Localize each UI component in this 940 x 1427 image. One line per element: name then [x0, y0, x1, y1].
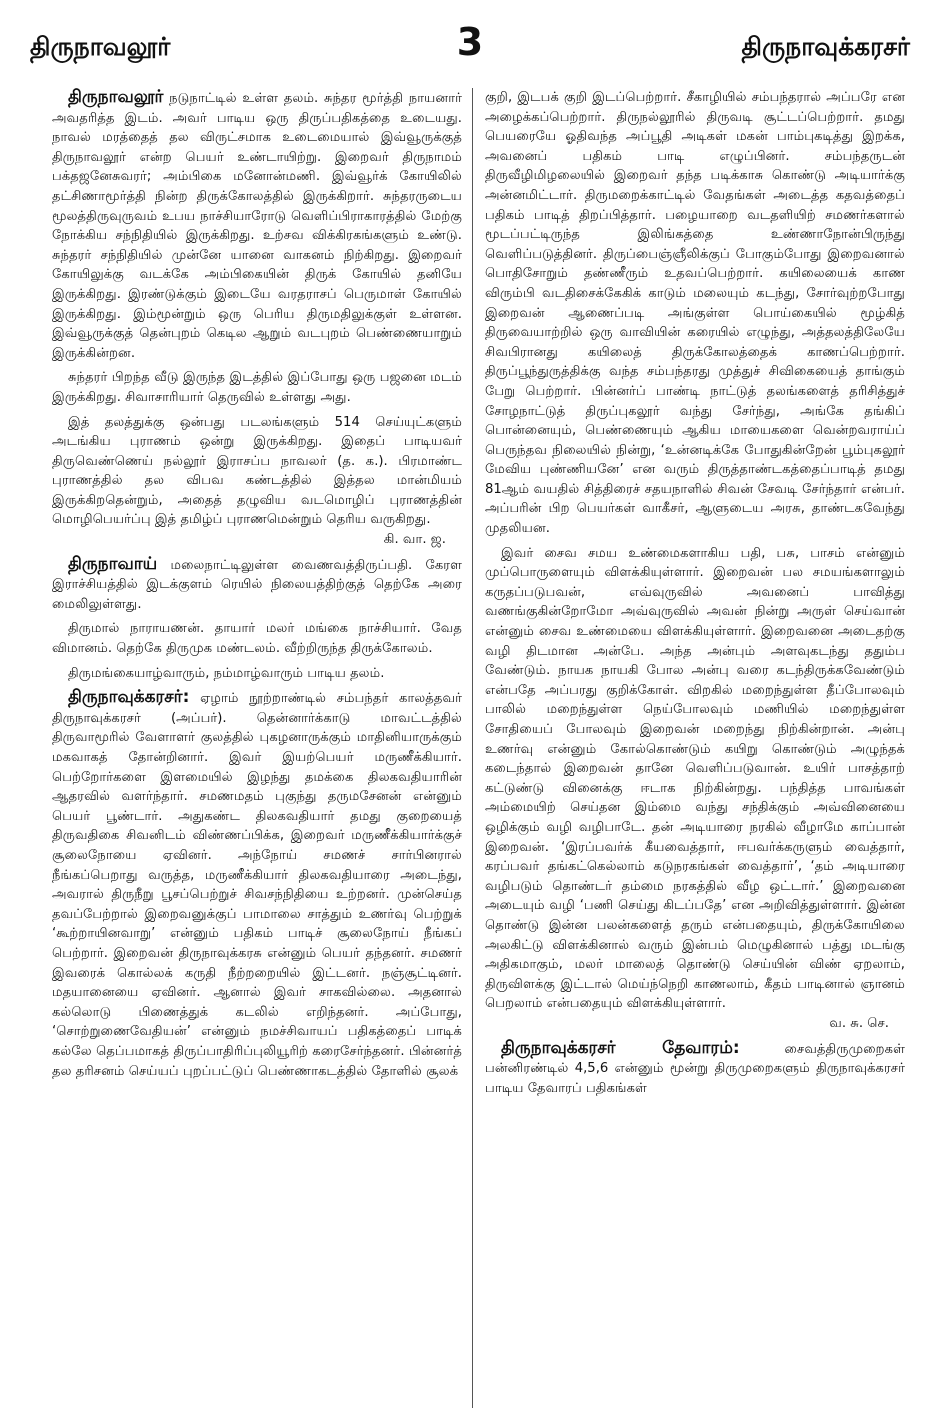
page-number: 3 — [456, 20, 484, 64]
entry-thirunavalur — [52, 88, 462, 363]
entry-thirunavukkarasar — [52, 688, 462, 1081]
entry-thirunavai — [52, 555, 462, 615]
column-divider — [472, 88, 473, 1408]
author-signature: வ. சு. செ. — [829, 1015, 889, 1031]
entry-text: சைவத்திருமுறைகள் பன்னிரண்டில் 4,5,6 என்னும் மூன்று திருமுறைகளும் திருநாவுக்கரசர் பாடிய தேவாரப் பதிகங்கள் — [485, 1041, 905, 1096]
entry-paragraph — [485, 544, 905, 1034]
entry-text: இவர் சைவ சமய உண்மைகளாகிய பதி, பசு, பாசம் என்னும் முப்பொருளையும் விளக்கியுள்ளார். இறைவன் பல சமயங்களாலும் கருதப்படுபவன், எவ்வுருவில் அவனைப் பாவித்து வணங்குகின்றோமோ அவ்வுருவில் அவன் நின்று அருள் செய்வான் என்னும் சைவ உண்மையை விளக்கியுள்ளார். இறைவனை அடைதற்கு வழி திடமான அன்பே. அந்த அன்பும் அளவுகடந்து ததும்ப வேண்டும். நாயக நாயகி போல அன்பு வரை கடந்திருக்கவேண்டும் என்பதே அப்பரது குறிக்கோள். விறகில் மறைந்துள்ள தீப்போலவும் பாலில் மறைந்துள்ள நெய்போலவும் மணியில் மறைந்துள்ள சோதியைப் போலவும் இறைவன் மறைந்து நிற்கின்றான். அன்பு உணர்வு என்னும் கோல்கொண்டும் கயிறு கொண்டும் அழுந்தக் கடைந்தால் இறைவன் தானே வெளிப்படுவான். உயிர் பாசத்தாற் கட்டுண்டு வினைக்கு ஈடாக நிற்கின்றது. பந்தித்த பாவங்கள் அம்மையிற் செய்தன இம்மை வந்து சந்திக்கும் அவ்வினையை ஒழிக்கும் வழி வழிபாடே. தன் அடியாரை நரகில் வீழாமே காப்பான் இறைவன். ‘இரப்பவர்க் கீயவைத்தார், ஈபவர்க்கருளும் வைத்தார், கரப்பவர் தங்கட்கெல்லாம் கடுநரகங்கள் வைத்தார்’, ‘தம் அடியாரை வழிபடும் தொண்டர் தம்மை நரகத்தில் வீழ ஒட்டார்.’ இறைவனை அடையும் வழி ‘பணி செய்து கிடப்பதே’ என அறிவித்துள்ளார். இன்ன தொண்டு இன்ன பலன்களைத் தரும் என்பதையும், திருக்கோயிலை அலகிட்டு விளக்கினால் வரும் இன்பம் மெழுகினால் பத்து மடங்கு அதிகமாகும், மலர் மாலைத் தொண்டு செய்யின் விண் ஏறலாம், திருவிளக்கு இட்டால் மெய்ந்நெறி காணலாம், கீதம் பாடினால் ஞானம் பெறலாம் என்பதையும் விளக்கியுள்ளார். — [485, 545, 905, 1012]
entry-text: மலைநாட்டிலுள்ள வைணவத்திருப்பதி. கேரள இராச்சியத்தில் இடக்குளம் ரெயில் நிலையத்திற்குத் தெற்கே அரை மைலிலுள்ளது. — [52, 557, 462, 612]
running-head-right: திருநாவுக்கரசர் — [741, 32, 910, 61]
entry-text: நடுநாட்டில் உள்ள தலம். சுந்தர மூர்த்தி நாயனார் அவதரித்த இடம். அவர் பாடிய ஒரு திருப்பதிகத்தை உடையது. நாவல் மரத்தைத் தல விருட்சமாக உடைமையால் இவ்வூருக்குத் திருநாவலூர் என்ற பெயர் உண்டாயிற்று. இறைவர் திருநாமம் பக்தஜனேசுவரர்; அம்பிகை மனோன்மணி. இவ்வூர்க் கோயிலில் தட்சிணாமூர்த்தி நின்ற திருக்கோலத்தில் இருக்கிறார். சுந்தரருடைய மூலத்திருவுருவம் உபய நாச்சியாரோடு வெளிப்பிராகாரத்தில் மேற்கு நோக்கிய சந்நிதியில் இருக்கிறது. உற்சவ விக்கிரகங்களும் உண்டு. சுந்தரர் சந்நிதியில் முன்னே யானை வாகனம் நிற்கிறது. இறைவர் கோயிலுக்கு வடக்கே அம்பிகையின் திருக் கோயில் தனியே இருக்கிறது. இரண்டுக்கும் இடையே வரதராசப் பெருமாள் கோயில் இருக்கிறது. இம்மூன்றும் ஒரு பெரிய திருமதிலுக்குள் உள்ளன. இவ்வூருக்குத் தென்புறம் கெடில ஆறும் வடபுறம் பெண்ணையாறும் இருக்கின்றன. — [52, 91, 462, 361]
entry-thevaram — [485, 1039, 905, 1099]
entry-text: ஏழாம் நூற்றாண்டில் சம்பந்தர் காலத்தவர் திருநாவுக்கரசர் (அப்பர்). தென்னார்க்காடு மாவட்டத்தில் திருவாமூரில் வேளாளர் குலத்தில் புகழனாருக்கும் மாதினியாருக்கும் மகவாகத் தோன்றினார். இவர் இயற்பெயர் மருணீக்கியார். பெற்றோர்களை இளமையில் இழந்து தமக்கை திலகவதியாரின் ஆதரவில் வளர்ந்தார். சமணமதம் புகுந்து தருமசேனன் என்னும் பெயர் பூண்டார். அதுகண்ட திலகவதியார் தமது குறையைத் திருவதிகை சிவனிடம் விண்ணப்பிக்க, இறைவர் மருணீக்கியார்க்குச் சூலைநோயை ஏவினர். அந்நோய் சமணச் சார்பினரால் நீங்கப்பெறாது வருத்த, மருணீக்கியார் திலகவதியாரை அடைந்து, அவரால் திருநீறு பூசப்பெற்றுச் சிவசந்நிதியை உற்றனர். முன்செய்த தவப்பேற்றால் இறைவனுக்குப் பாமாலை சாத்தும் உணர்வு பெற்றுக் ‘கூற்றாயினவாறு’ என்னும் பதிகம் பாடிச் சூலைநோய் நீங்கப் பெற்றார். இறைவன் திருநாவுக்கரசு என்னும் பெயர் தந்தனர். சமணர் இவரைக் கொல்லக் கருதி நீற்றறையில் இட்டனர். நஞ்சூட்டினர். மதயானையை ஏவினர். ஆனால் இவர் சாகவில்லை. அதனால் கல்லொடு பிணைத்துக் கடலில் எறிந்தனர். அப்போது, ‘சொற்றுணைவேதியன்’ என்னும் நமச்சிவாயப் பதிகத்தைப் பாடிக் கல்லே தெப்பமாகத் திருப்பாதிரிப்புலியூரிற் கரைசேர்ந்தனர். பின்னர்த் தல தரிசனம் செய்யப் புறப்பட்டுப் பெண்ணாகடத்தில் தோளில் சூலக் — [52, 691, 462, 1079]
entry-text: இத் தலத்துக்கு ஒன்பது படலங்களும் 514 செய்யுட்களும் அடங்கிய புராணம் ஒன்று இருக்கிறது. இதைப் பாடியவர் திருவெண்ணெய் நல்லூர் இராசப்ப நாவலர் (த. க.). பிரமாண்ட புராணத்தில் தல விபவ கண்டத்தில் இத்தல மான்மியம் இருக்கிறதென்றும், அதைத் தழுவிய வடமொழிப் புராணத்தின் மொழிபெயர்ப்பு இத் தமிழ்ப் புராணமென்றும் தெரிய வருகிறது. — [52, 414, 462, 528]
entry-headword: திருநாவாய் — [68, 553, 158, 574]
author-signature: கி. வா. ஜ. — [383, 532, 446, 548]
entry-paragraph — [52, 413, 462, 550]
entry-paragraph: திருமால் நாராயணன். தாயார் மலர் மங்கை நாச்சியார். வேத விமானம். தெற்கே திருமுக மண்டலம். வீற்றிருந்த திருக்கோலம். — [52, 621, 462, 657]
left-column — [52, 88, 462, 1408]
entry-paragraph: சுந்தரர் பிறந்த வீடு இருந்த இடத்தில் இப்போது ஒரு பஜனை மடம் இருக்கிறது. சிவாசாரியார் தெருவில் உள்ளது அது. — [52, 370, 462, 405]
entry-headword: திருநாவுக்கரசர்: — [68, 687, 190, 708]
entry-paragraph: குறி, இடபக் குறி இடப்பெற்றார். சீகாழியில் சம்பந்தரால் அப்பரே என அழைக்கப்பெற்றார். திருநல்லூரில் திருவடி சூட்டப்பெற்றார். தமது பெயரையே ஓதிவந்த அப்பூதி அடிகள் மகன் பாம்புகடித்து இறக்க, அவனைப் பதிகம் பாடி எழுப்பினர். சம்பந்தருடன் திருவீழிமிழலையில் இறைவர் தந்த படிக்காசு கொண்டு அடியார்க்கு அன்னமிட்டார். திருமறைக்காட்டில் வேதங்கள் அடைத்த கதவத்தைப் பதிகம் பாடித் திறப்பித்தார். பழையாறை வடதளியிற் சமணர்களால் மூடப்பட்டிருந்த இலிங்கத்தை உண்ணாநோன்பிருந்து வெளிப்படுத்தினர். திருப்பைஞ்ஞீலிக்குப் போகும்போது இறைவனால் பொதிசோறும் தண்ணீரும் உதவப்பெற்றார். கயிலையைக் காண விரும்பி வடதிசைக்கேகிக் காடும் மலையும் கடந்து, சோர்வுற்றபோது இறைவன் ஆணைப்படி அங்குள்ள பொய்கையில் மூழ்கித் திருவையாற்றில் ஒரு வாவியின் கரையில் எழுந்து, அத்தலத்திலேயே சிவபிரானது கயிலைத் திருக்கோலத்தைக் காணப்பெற்றார். திருப்பூந்துருத்திக்கு வந்த சம்பந்தரது முத்துச் சிவிகையைத் தாங்கும் பேறு பெற்றார். பின்னர்ப் பாண்டி நாட்டுத் தலங்களைத் தரிசித்துச் சோழநாட்டுத் திருப்புகலூர் வந்து சேர்ந்து, அங்கே தங்கிப் பொன்னையும், பெண்ணையும் ஆகிய மாயைகளை வென்றவராய்ப் பெருந்தவ நிலையில் நின்று, ‘உன்னடிக்கே போதுகின்றேன் பூம்புகலூர் மேவிய புண்ணியனே’ என வரும் திருத்தாண்டகத்தைப்பாடித் தமது 81ஆம் வயதில் சித்திரைச் சதயநாளில் சிவன் சேவடி சேர்ந்தார் என்பர். அப்பரின் பிற பெயர்கள் வாகீசர், ஆளுடைய அரசு, தாண்டகவேந்து முதலியன. — [485, 90, 905, 537]
entry-paragraph: திருமங்கையாழ்வாரும், நம்மாழ்வாரும் பாடிய தலம். — [68, 665, 385, 681]
entry-headword: திருநாவுக்கரசர் தேவாரம்: — [501, 1037, 740, 1058]
right-column — [485, 88, 905, 1408]
entry-headword: திருநாவலூர் — [68, 88, 164, 107]
page-header — [30, 20, 910, 70]
running-head-left: திருநாவலூர் — [30, 32, 171, 61]
